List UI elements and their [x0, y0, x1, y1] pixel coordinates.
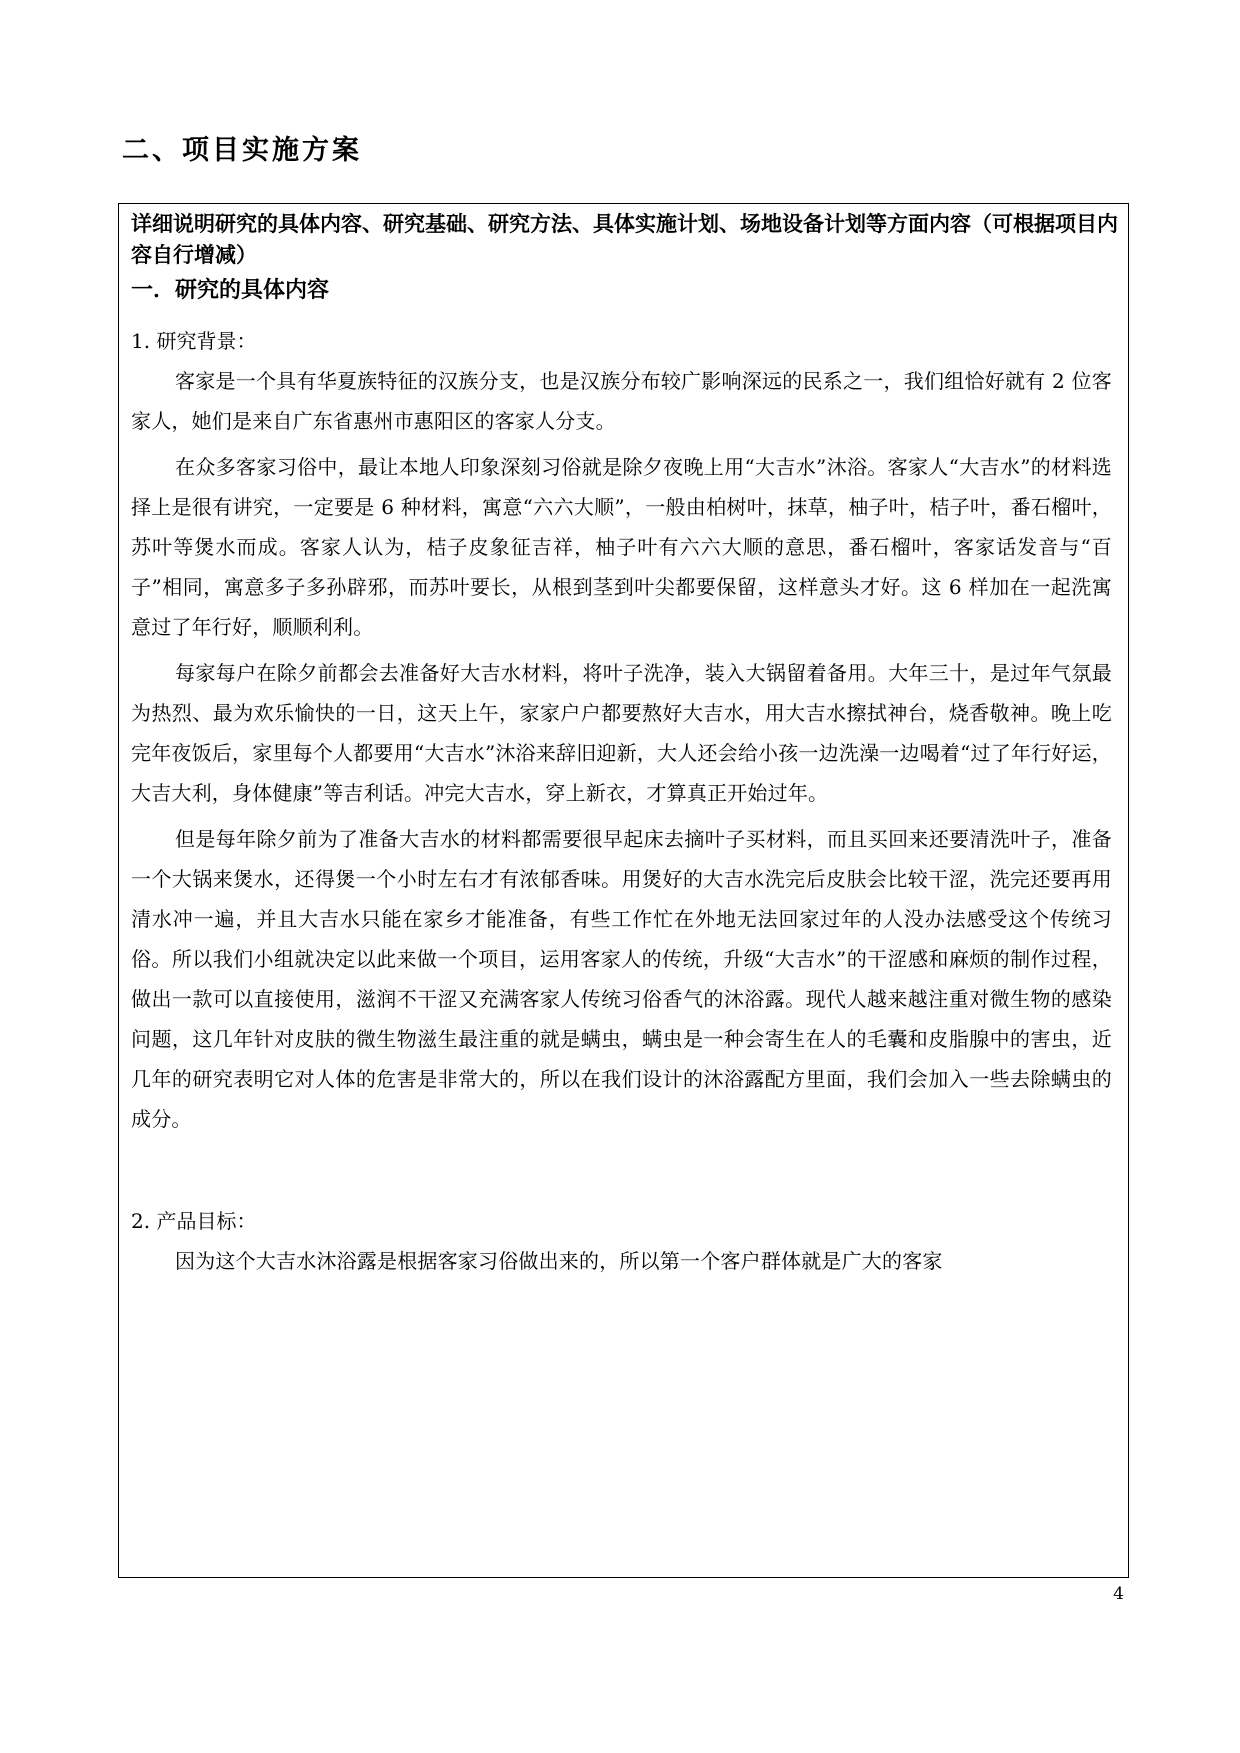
section-title: 二、项目实施方案	[122, 135, 362, 166]
instruction-text: 详细说明研究的具体内容、研究基础、研究方法、具体实施计划、场地设备计划等方面内容（可根据项目内容自行增减）	[131, 212, 1118, 267]
subheading-background: 1. 研究背景：	[131, 329, 257, 353]
paragraph: 客家是一个具有华夏族特征的汉族分支，也是汉族分布较广影响深远的民系之一，我们组恰好就有 2 位客家人，她们是来自广东省惠州市惠阳区的客家人分支。	[131, 369, 1112, 433]
paragraph: 每家每户在除夕前都会去准备好大吉水材料，将叶子洗净，装入大锅留着备用。大年三十，是过年气氛最为热烈、最为欢乐愉快的一日，这天上午，家家户户都要熬好大吉水，用大吉水擦拭神台，烧香敬神。晚上吃完年夜饭后，家里每个人都要用“大吉水”沐浴来辞旧迎新，大人还会给小孩一边洗澡一边喝着“过了年行好运，大吉大利，身体健康”等吉利话。冲完大吉水，穿上新衣，才算真正开始过年。	[131, 661, 1112, 805]
page-number: 4	[1113, 1584, 1124, 1604]
content-box	[118, 203, 1129, 1578]
subheading-product-goal: 2. 产品目标：	[131, 1209, 257, 1233]
paragraph: 但是每年除夕前为了准备大吉水的材料都需要很早起床去摘叶子买材料，而且买回来还要清洗叶子，准备一个大锅来煲水，还得煲一个小时左右才有浓郁香味。用煲好的大吉水洗完后皮肤会比较干涩，洗完还要再用清水冲一遍，并且大吉水只能在家乡才能准备，有些工作忙在外地无法回家过年的人没办法感受这个传统习俗。所以我们小组就决定以此来做一个项目，运用客家人的传统，升级“大吉水”的干涩感和麻烦的制作过程，做出一款可以直接使用，滋润不干涩又充满客家人传统习俗香气的沐浴露。现代人越来越注重对微生物的感染问题，这几年针对皮肤的微生物滋生最注重的就是螨虫，螨虫是一种会寄生在人的毛囊和皮脂腺中的害虫，近几年的研究表明它对人体的危害是非常大的，所以在我们设计的沐浴露配方里面，我们会加入一些去除螨虫的成分。	[131, 827, 1112, 1131]
paragraph: 因为这个大吉水沐浴露是根据客家习俗做出来的，所以第一个客户群体就是广大的客家	[175, 1249, 943, 1273]
paragraph: 在众多客家习俗中，最让本地人印象深刻习俗就是除夕夜晚上用“大吉水”沐浴。客家人“大吉水”的材料选择上是很有讲究，一定要是 6 种材料，寓意“六六大顺”，一般由柏树叶，抹草，柚子叶，桔子叶，番石榴叶，苏叶等煲水而成。客家人认为，桔子皮象征吉祥，柚子叶有六六大顺的意思，番石榴叶，客家话发音与“百子”相同，寓意多子多孙辟邪，而苏叶要长，从根到茎到叶尖都要保留，这样意头才好。这 6 样加在一起洗寓意过了年行好，顺顺利利。	[131, 455, 1112, 639]
content-heading: 一．研究的具体内容	[131, 278, 330, 303]
